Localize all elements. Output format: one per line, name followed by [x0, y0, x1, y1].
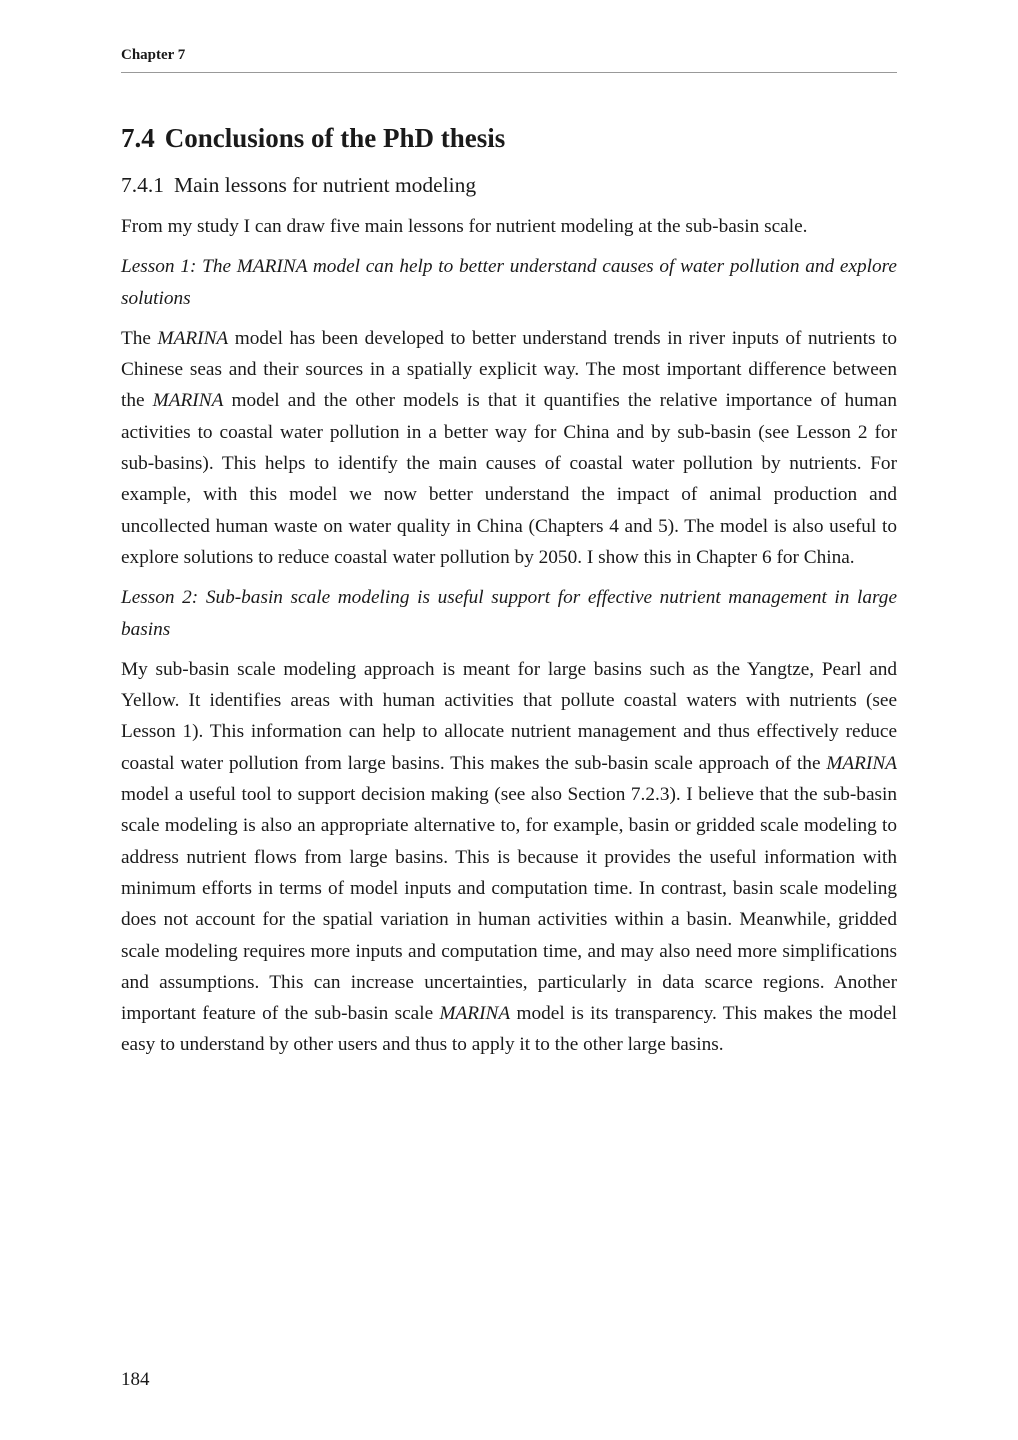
model-name-italic: MARINA [157, 327, 229, 349]
header-rule [121, 72, 897, 73]
intro-paragraph: From my study I can draw five main lessons for nutrient modeling at the sub-basin scale. [121, 216, 808, 237]
subsection-title: Main lessons for nutrient modeling [174, 173, 477, 197]
text-run: model a useful tool to support decision making (see also Section 7.2.3). I believe that the sub-basin scale modeling is also an appropriate alternative to, for example, basin or gridded scale modeling to address nutrient flows from large basins. This is because it provides the useful information with minimum efforts in terms of model inputs and computation time. In contrast, basin scale modeling does not account for the spatial variation in human activities within a basin. Meanwhile, gridded scale modeling requires more inputs and computation time, and may also need more simplifications and assumptions. This can increase uncertainties, particularly in data scarce regions. Another important feature of the sub-basin scale [121, 784, 897, 1025]
model-name-italic: MARINA [152, 390, 224, 412]
page-content [121, 118, 897, 1061]
subsection-heading [121, 168, 897, 202]
text-run: My sub-basin scale modeling approach is meant for large basins such as the Yangtze, Pearl and Yellow. It identifies areas with human activities that pollute coastal waters with nutrients (see Lesson 1). This information can help to allocate nutrient management and thus effectively reduce coastal water pollution from large basins. This makes the sub-basin scale approach of the [121, 658, 897, 774]
text-run: model and the other models is that it quantifies the relative importance of human activities to coastal water pollution in a better way for China and by sub-basin (see Lesson 2 for sub-basins). This helps to identify the main causes of coastal water pollution by nutrients. For example, with this model we now better understand the impact of animal production and uncollected human waste on water quality in China (Chapters 4 and 5). The model is also useful to explore solutions to reduce coastal water pollution by 2050. I show this in Chapter 6 for China. [121, 390, 897, 568]
text-run: model has been developed to better understand trends in river inputs of nutrients to Chinese seas and their sources in a spatially explicit way. The most important difference between the [121, 327, 897, 412]
text-run: The [121, 327, 158, 349]
section-title: Conclusions of the PhD thesis [164, 123, 506, 153]
model-name-italic: MARINA [826, 752, 897, 774]
text-run: model is its transparency. This makes the model easy to understand by other users and thus to apply it to the other large basins. [121, 1003, 897, 1056]
page-number: 184 [121, 1369, 150, 1390]
lesson-2-title: Lesson 2: Sub-basin scale modeling is useful support for effective nutrient management in large basins [121, 587, 897, 640]
lesson-1-title: Lesson 1: The MARINA model can help to better understand causes of water pollution and explore solutions [121, 256, 897, 309]
section-number: 7.4 [121, 123, 155, 153]
section-heading [121, 118, 897, 158]
lesson-2-body [121, 654, 897, 1061]
lesson-1-body [121, 323, 897, 573]
running-header: Chapter 7 [121, 47, 186, 63]
model-name-italic: MARINA [439, 1003, 511, 1025]
subsection-number: 7.4.1 [121, 173, 164, 197]
